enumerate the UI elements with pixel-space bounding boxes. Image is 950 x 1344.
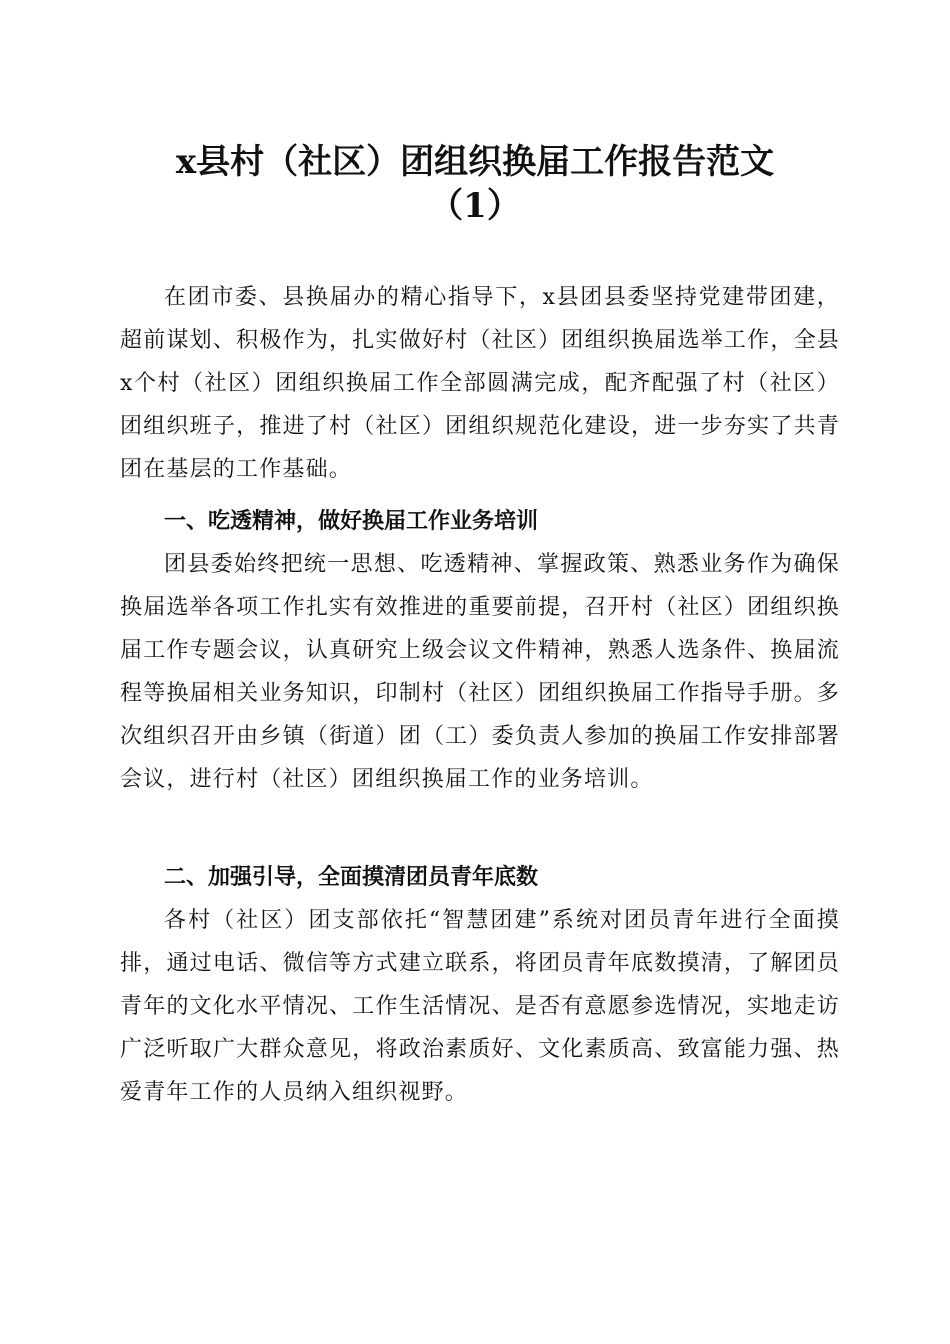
intro-paragraph: 在团市委、县换届办的精心指导下，x县团县委坚持党建带团建，超前谋划、积极作为，扎实做好村（社区）团组织换届选举工作，全县x个村（社区）团组织换届工作全部圆满完成，配齐配强了村（社区）团组织班子，推进了村（社区）团组织规范化建设，进一步夯实了共青团在基层的工作基础。 xyxy=(120,285,840,482)
section-heading: 二、加强引导，全面摸清团员青年底数 xyxy=(164,865,539,890)
section-heading: 一、吃透精神，做好换届工作业务培训 xyxy=(164,509,539,534)
section-paragraph: 团县委始终把统一思想、吃透精神、掌握政策、熟悉业务作为确保换届选举各项工作扎实有效推进的重要前提，召开村（社区）团组织换届工作专题会议，认真研究上级会议文件精神，熟悉人选条件、换届流程等换届相关业务知识，印制村（社区）团组织换届工作指导手册。多次组织召开由乡镇（街道）团（工）委负责人参加的换届工作安排部署会议，进行村（社区）团组织换届工作的业务培训。 xyxy=(120,552,840,792)
section-paragraph: 各村（社区）团支部依托“智慧团建”系统对团员青年进行全面摸排，通过电话、微信等方式建立联系，将团员青年底数摸清，了解团员青年的文化水平情况、工作生活情况、是否有意愿参选情况，实地走访广泛听取广大群众意见，将政治素质好、文化素质高、致富能力强、热爱青年工作的人员纳入组织视野。 xyxy=(120,908,840,1105)
document-title: x县村（社区）团组织换届工作报告范文 xyxy=(175,142,775,182)
document-title-number: （1） xyxy=(429,186,521,226)
